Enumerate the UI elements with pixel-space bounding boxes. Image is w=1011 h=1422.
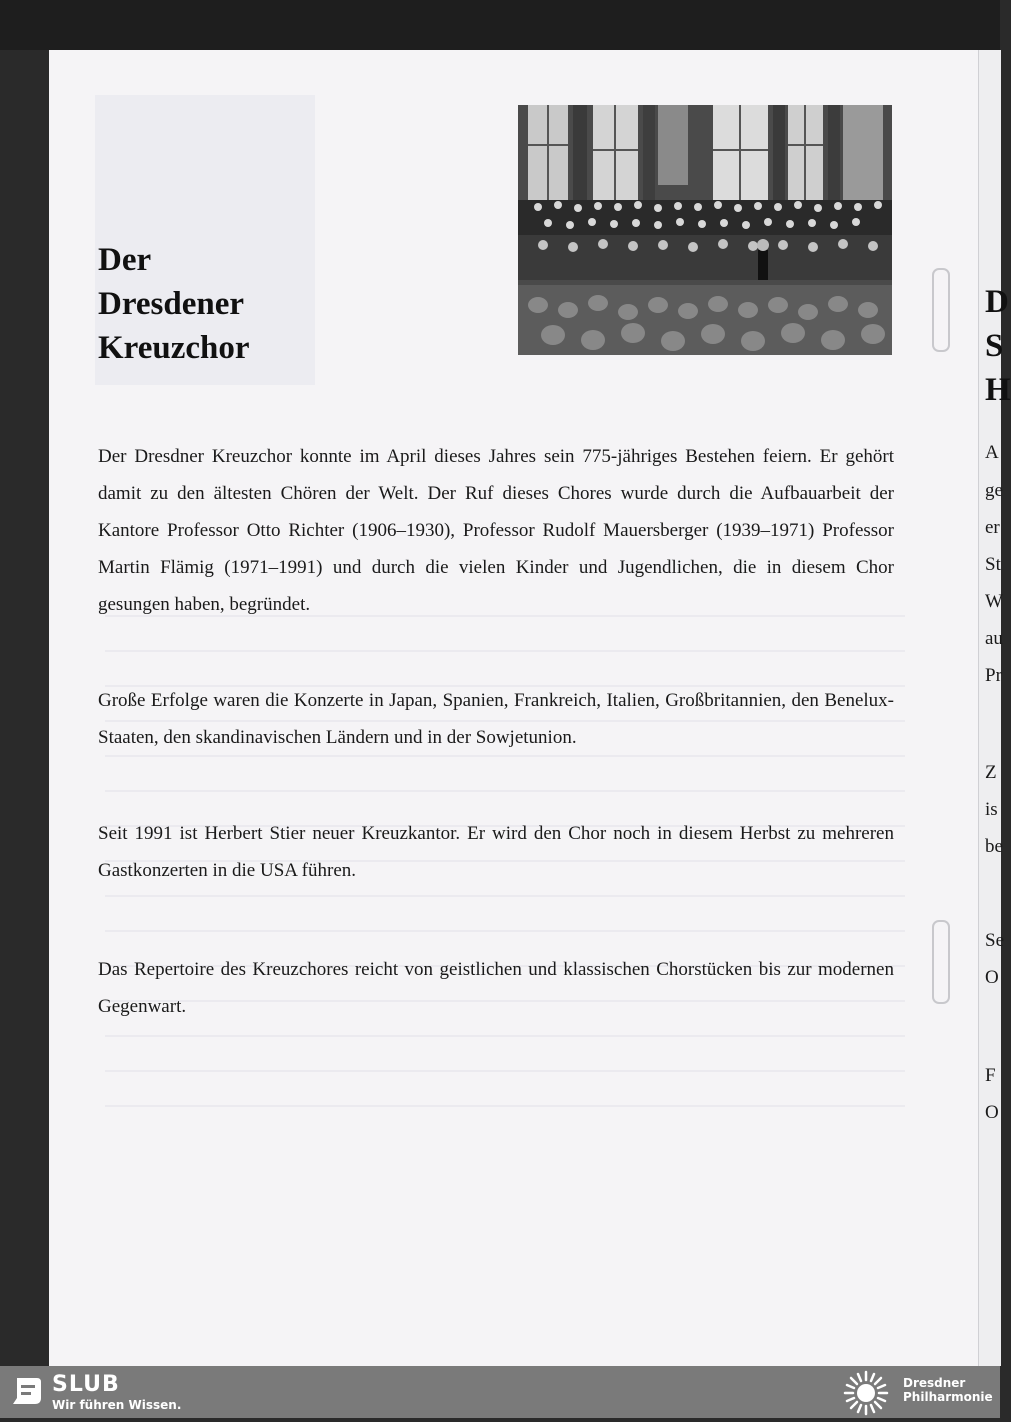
heading-line-2: Dresdener bbox=[98, 286, 245, 322]
footer-bar bbox=[0, 1366, 1000, 1418]
philharmonie-logo-icon[interactable] bbox=[842, 1369, 890, 1417]
next-page-text: Pr bbox=[985, 665, 1002, 686]
next-page-text: Z bbox=[985, 762, 997, 783]
slub-logo-icon[interactable] bbox=[11, 1376, 43, 1406]
next-page-text: er bbox=[985, 517, 1000, 538]
slub-name[interactable]: SLUB bbox=[52, 1372, 120, 1397]
next-page-text: W bbox=[985, 591, 1003, 612]
paragraph-kreuzkantor: Seit 1991 ist Herbert Stier neuer Kreuzkantor. Er wird den Chor noch in diesem Herbst zu mehreren Gastkonzerten in die USA führen. bbox=[98, 823, 894, 881]
binding-clip-top bbox=[932, 268, 950, 352]
next-page-text: O bbox=[985, 967, 999, 988]
next-page-text: A bbox=[985, 442, 999, 463]
next-page-text: O bbox=[985, 1102, 999, 1123]
binding-clip-bottom bbox=[932, 920, 950, 1004]
choir-photo bbox=[518, 105, 892, 355]
page-heading bbox=[98, 238, 250, 370]
heading-line-3: Kreuzchor bbox=[98, 330, 250, 366]
next-page-heading: D S H bbox=[985, 284, 1011, 408]
next-page-text: Se bbox=[985, 930, 1004, 951]
next-page-edge bbox=[978, 50, 1011, 1366]
slub-tagline: Wir führen Wissen. bbox=[52, 1398, 182, 1412]
next-page-text: F bbox=[985, 1065, 996, 1086]
next-page-text: is bbox=[985, 799, 998, 820]
philharmonie-name[interactable]: Dresdner Philharmonie bbox=[903, 1376, 993, 1404]
heading-line-1: Der bbox=[98, 242, 152, 278]
paragraph-history: Der Dresdner Kreuzchor konnte im April dieses Jahres sein 775-jähriges Bestehen feiern. Er gehört damit zu den ältesten Chören der Welt. Der Ruf dieses Chores wurde durch die Aufbauarbeit der Kantore Professor Otto Richter (1906–1930), Professor Rudolf Mauersberger (1939–1971) Professor Martin Flämig (1971–1991) und durch die vielen Kinder und Jugendlichen, die in diesem Chor gesungen haben, begründet. bbox=[98, 446, 894, 615]
scan-background bbox=[0, 0, 1000, 50]
paragraph-repertoire: Das Repertoire des Kreuzchores reicht von geistlichen und klassischen Chorstücken bis zur modernen Gegenwart. bbox=[98, 959, 894, 1017]
next-page-text: au bbox=[985, 628, 1003, 649]
next-page-text: be bbox=[985, 836, 1003, 857]
paragraph-concerts: Große Erfolge waren die Konzerte in Japan, Spanien, Frankreich, Italien, Großbritannien, den Benelux-Staaten, den skandinavischen Ländern und in der Sowjetunion. bbox=[98, 690, 894, 748]
next-page-text: ge bbox=[985, 480, 1003, 501]
next-page-text: St bbox=[985, 554, 1001, 575]
